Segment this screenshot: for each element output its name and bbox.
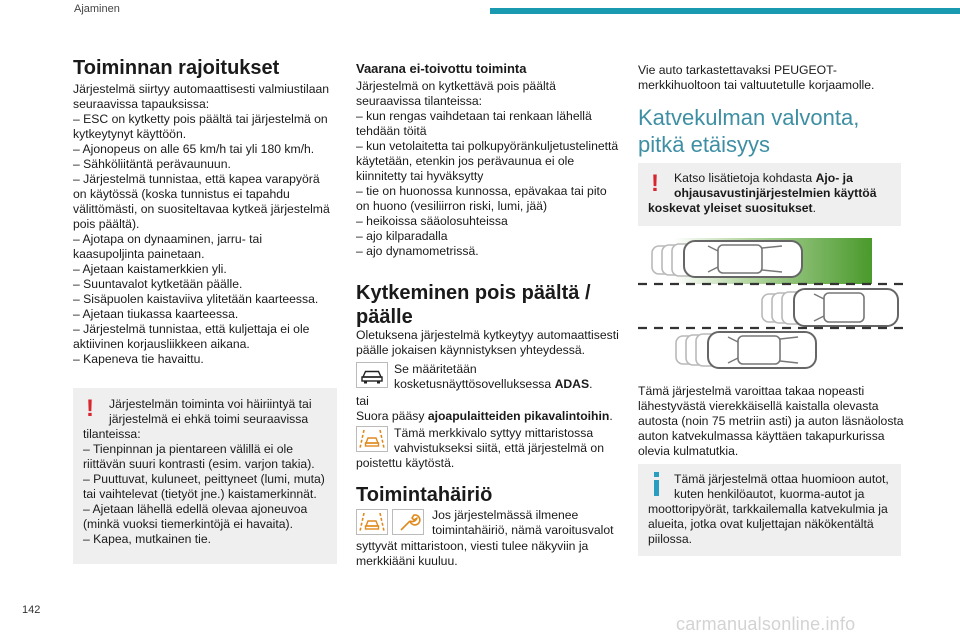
reference-link[interactable]: Ajo- ja <box>815 171 853 185</box>
lane-warning-icon <box>356 509 388 535</box>
warning-box-reference <box>638 163 901 226</box>
text-line <box>648 201 898 216</box>
text-line <box>394 377 622 392</box>
section-title-deactivation <box>356 281 591 329</box>
text-line: on huono (vesiliirron riski, lumi, jää) <box>356 199 548 213</box>
text-line: Jos järjestelmässä ilmenee <box>432 508 579 522</box>
text-span: . <box>589 377 593 391</box>
text-line: piilossa. <box>648 532 693 546</box>
text-line: – ajo dynamometrissä. <box>356 244 479 258</box>
section-title-line: Katvekulman valvonta, <box>638 105 860 130</box>
warning-line: tai vaihtelevat (tietyöt jne.) kaistamerkinnät. <box>83 487 317 501</box>
section-title-limitations: Toiminnan rajoitukset <box>73 57 280 79</box>
car-settings-icon <box>356 362 388 388</box>
warning-exclamation-icon: ! <box>651 170 659 197</box>
text-line: kytkeytynyt käyttöön. <box>73 127 187 141</box>
text-line: poistettu käytöstä. <box>356 456 455 470</box>
text-line: – Järjestelmä tunnistaa, että kapea varapyörä <box>73 172 320 186</box>
text-line: autosta (noin 75 metriin asti) ja auton läsnäolosta <box>638 414 904 428</box>
text-line: päälle jokaisen käynnistyksen yhteydessä. <box>356 343 585 357</box>
text-line: – kun rengas vaihdetaan tai renkaan lähellä <box>356 109 592 123</box>
warning-line: riittävän suuri kontrasti (esim. varjon takia). <box>83 457 315 471</box>
car-middle <box>794 289 898 326</box>
shortcut-text <box>356 394 622 424</box>
text-line: merkkihuoltoon tai valtuutetulle korjaamolle. <box>638 78 875 92</box>
text-line <box>674 171 898 186</box>
warning-line: Järjestelmän toiminta voi häiriintyä tai <box>109 397 312 411</box>
warning-line: (minkä vuoksi tiemerkintöjä ei havaita). <box>83 517 293 531</box>
text-line: toimintahäiriö, nämä varoitusvalot <box>432 523 614 537</box>
text-span: Suora pääsy <box>356 409 428 423</box>
section-title-unwanted-activation: Vaarana ei-toivottu toiminta <box>356 61 527 76</box>
text-line: syttyvät mittaristoon, viesti tulee näkyviin ja <box>356 539 589 553</box>
unwanted-activation-text <box>356 79 622 259</box>
text-line <box>356 409 622 424</box>
lane-keeping-off-icon <box>356 426 388 452</box>
wrench-icon <box>392 509 424 535</box>
warning-exclamation-icon: ! <box>86 395 94 422</box>
text-line <box>674 186 898 201</box>
text-line: merkkiääni kuuluu. <box>356 554 458 568</box>
text-line: – heikoissa sääolosuhteissa <box>356 214 508 228</box>
malfunction-text-cont <box>356 539 622 569</box>
text-line: – kun vetolaitetta tai polkupyöränkuljetustelinettä <box>356 139 619 153</box>
text-line: välittömästi, on suositeltavaa kytkeä järjestelmä <box>73 202 330 216</box>
text-line: aktiivinen korjausliikkeen aikana. <box>73 337 250 351</box>
text-line: Vie auto tarkastettavaksi PEUGEOT- <box>638 63 837 77</box>
text-span: Katso lisätietoja kohdasta <box>674 171 816 185</box>
text-line: moottoripyörät, tarkkailemalla katvekulmia ja <box>648 502 888 516</box>
text-line: – ESC on kytketty pois päältä tai järjestelmä on <box>73 112 328 126</box>
car-bottom <box>708 332 816 368</box>
warning-box-interference <box>73 388 337 564</box>
text-line: – Ajetaan tiukassa kaarteessa. <box>73 307 239 321</box>
text-span: . <box>609 409 613 423</box>
text-line: seuraavissa tapauksissa: <box>73 97 210 111</box>
watermark: carmanualsonline.info <box>676 614 856 634</box>
blind-spot-illustration <box>638 236 904 374</box>
text-line: – tie on huonossa kunnossa, epävakaa tai pito <box>356 184 607 198</box>
info-icon-dot <box>654 472 659 477</box>
text-line: – Suuntavalot kytketään päälle. <box>73 277 243 291</box>
text-line: käytetään, etenkin jos perävaunua ei ole <box>356 154 575 168</box>
service-text <box>638 63 904 93</box>
section-title-line: Kytkeminen pois päältä / <box>356 282 591 304</box>
text-line: seuraavissa tilanteissa: <box>356 94 482 108</box>
warning-line: – Tienpinnan ja pientareen välillä ei ole <box>83 442 294 456</box>
lamp-text <box>394 426 622 456</box>
car-top <box>684 241 802 277</box>
warning-line: – Puuttuvat, kuluneet, peittyneet (lumi, muta) <box>83 472 325 486</box>
warning-line: järjestelmä ei ehkä toimi seuraavissa <box>109 412 309 426</box>
info-icon-bar <box>654 480 659 496</box>
text-line: – Ajonopeus on alle 65 km/h tai yli 180 km/h. <box>73 142 315 156</box>
adas-label: ADAS <box>554 377 590 391</box>
limitations-text <box>73 82 339 367</box>
text-line: – Sisäpuolen kaistaviiva ylitetään kaarteessa. <box>73 292 319 306</box>
section-title-malfunction: Toimintahäiriö <box>356 484 493 506</box>
text-line: tehdään töitä <box>356 124 427 138</box>
warning-line: – Ajetaan lähellä edellä olevaa ajoneuvoa <box>83 502 308 516</box>
text-line: kuten henkilöautot, kuorma-autot ja <box>674 487 865 501</box>
text-line: – Järjestelmä tunnistaa, että kuljettaja ei ole <box>73 322 310 336</box>
text-span: kosketusnäyttösovelluksessa <box>394 377 555 391</box>
blind-spot-description <box>638 384 904 459</box>
warning-line: – Kapea, mutkainen tie. <box>83 532 212 546</box>
adas-setting-text <box>394 362 622 392</box>
text-span: . <box>812 201 817 215</box>
text-line: Tämä järjestelmä ottaa huomioon autot, <box>674 472 889 486</box>
text-line: – Kapeneva tie havaittu. <box>73 352 204 366</box>
text-line: tai <box>356 394 369 408</box>
text-line: Se määritetään <box>394 362 477 376</box>
text-line: vahvistukseksi siitä, että järjestelmä on <box>394 441 604 455</box>
section-title-line: päälle <box>356 306 413 328</box>
text-line: olevia kulmatutkia. <box>638 444 739 458</box>
text-line: kiinnitetty tai hyväksytty <box>356 169 484 183</box>
text-line: Tämä järjestelmä varoittaa takaa nopeasti <box>638 384 865 398</box>
text-line: lähestyvästä vierekkäisellä kaistalla olevasta <box>638 399 879 413</box>
text-line: auton katvekulmassa käyttäen takapurkurissa <box>638 429 885 443</box>
text-line: – Ajotapa on dynaaminen, jarru- tai <box>73 232 263 246</box>
text-line: Tämä merkkivalo syttyy mittaristossa <box>394 426 594 440</box>
page-number: 142 <box>22 604 41 616</box>
warning-line: tilanteissa: <box>83 427 141 441</box>
section-header: Ajaminen <box>74 3 120 15</box>
info-box <box>638 464 901 556</box>
text-line: Oletuksena järjestelmä kytkeytyy automaattisesti <box>356 328 619 342</box>
lamp-text-cont <box>356 456 622 471</box>
section-title-line: pitkä etäisyys <box>638 132 771 157</box>
deactivation-intro <box>356 328 622 358</box>
text-line: – ajo kilparadalla <box>356 229 448 243</box>
reference-link[interactable]: koskevat yleiset suositukset <box>648 201 813 215</box>
section-title-blind-spot <box>638 104 859 158</box>
text-line: alueita, jotka ovat kuljettajan näkökentältä <box>648 517 874 531</box>
text-line: Järjestelmä siirtyy automaattisesti valmiustilaan <box>73 82 330 96</box>
shortcut-label: ajoapulaitteiden pikavalintoihin <box>427 409 610 423</box>
text-line: – Sähköliitäntä perävaunuun. <box>73 157 231 171</box>
reference-link[interactable]: ohjausavustinjärjestelmien käyttöä <box>674 186 877 200</box>
header-accent-bar <box>490 8 960 14</box>
malfunction-text <box>432 508 622 538</box>
text-line: kaasupoljinta painetaan. <box>73 247 205 261</box>
text-line: – Ajetaan kaistamerkkien yli. <box>73 262 227 276</box>
text-line: on käytössä (koska tunnistus ei tapahdu <box>73 187 290 201</box>
text-line: Järjestelmä on kytkettävä pois päältä <box>356 79 556 93</box>
text-line: pois päältä). <box>73 217 140 231</box>
